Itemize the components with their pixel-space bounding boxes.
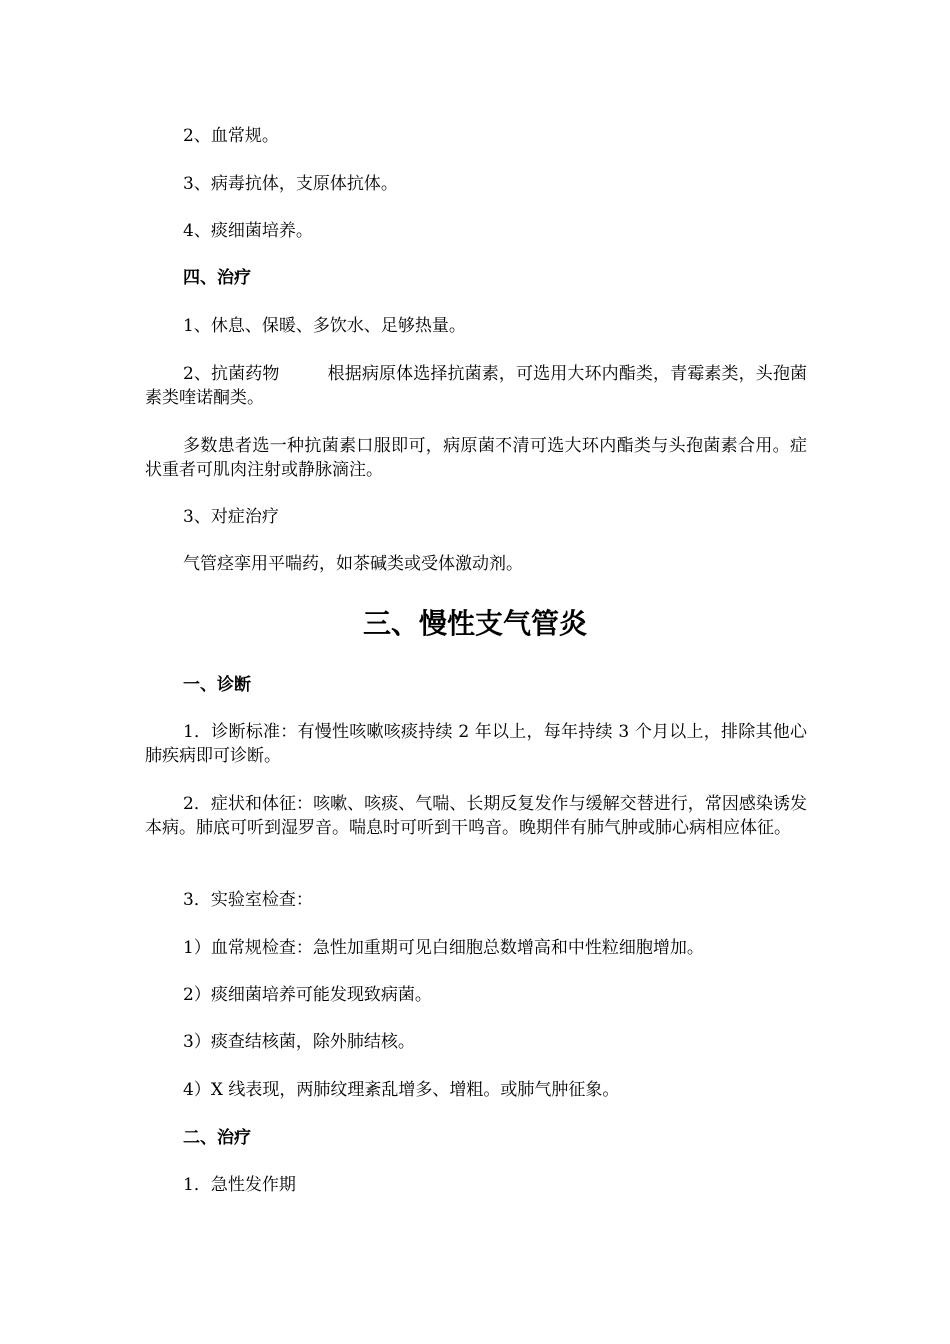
paragraph-blood-test: 1）血常规检查：急性加重期可见白细胞总数增高和中性粒细胞增加。 bbox=[183, 938, 704, 958]
paragraph-symptoms: 2．症状和体征：咳嗽、咳痰、气喘、长期反复发作与缓解交替进行，常因感染诱发本病。肺底可听到湿罗音。喘息时可听到干鸣音。晚期伴有肺气肿或肺心病相应体征。 bbox=[145, 794, 807, 838]
paragraph-diagnosis-criteria: 1．诊断标准：有慢性咳嗽咳痰持续 2 年以上，每年持续 3 个月以上，排除其他心肺疾病即可诊断。 bbox=[145, 722, 807, 766]
paragraph-lab-tests: 3．实验室检查： bbox=[183, 890, 313, 910]
heading-treatment: 四、治疗 bbox=[183, 268, 251, 288]
paragraph-rest: 1、休息、保暖、多饮水、足够热量。 bbox=[183, 316, 466, 336]
antibiotics-body: 根据病原体选择抗菌素，可选用大环内酯类，青霉素类，头孢菌素类喹诺酮类。 bbox=[145, 364, 807, 408]
antibiotics-label: 2、抗菌药物 bbox=[183, 364, 280, 384]
paragraph-oral-antibiotics: 多数患者选一种抗菌素口服即可，病原菌不清可选大环内酯类与头孢菌素合用。症状重者可肌肉注射或静脉滴注。 bbox=[145, 436, 807, 480]
heading-diagnosis: 一、诊断 bbox=[183, 675, 251, 695]
paragraph-sputum-bacteria: 2）痰细菌培养可能发现致病菌。 bbox=[183, 985, 432, 1005]
paragraph-blood-routine: 2、血常规。 bbox=[183, 126, 279, 146]
paragraph-sputum-culture: 4、痰细菌培养。 bbox=[183, 221, 313, 241]
paragraph-acute-phase: 1．急性发作期 bbox=[183, 1175, 296, 1195]
heading-treatment-2: 二、治疗 bbox=[183, 1128, 251, 1148]
paragraph-symptomatic: 3、对症治疗 bbox=[183, 507, 279, 527]
paragraph-virus-antibody: 3、病毒抗体，支原体抗体。 bbox=[183, 174, 398, 194]
paragraph-antibiotics bbox=[145, 362, 807, 410]
section-title: 三、慢性支气管炎 bbox=[362, 607, 587, 640]
paragraph-bronchospasm: 气管痉挛用平喘药，如茶碱类或受体激动剂。 bbox=[183, 554, 523, 574]
paragraph-tuberculosis: 3）痰查结核菌，除外肺结核。 bbox=[183, 1032, 415, 1052]
paragraph-xray: 4）X 线表现，两肺纹理紊乱增多、增粗。或肺气肿征象。 bbox=[183, 1080, 620, 1100]
